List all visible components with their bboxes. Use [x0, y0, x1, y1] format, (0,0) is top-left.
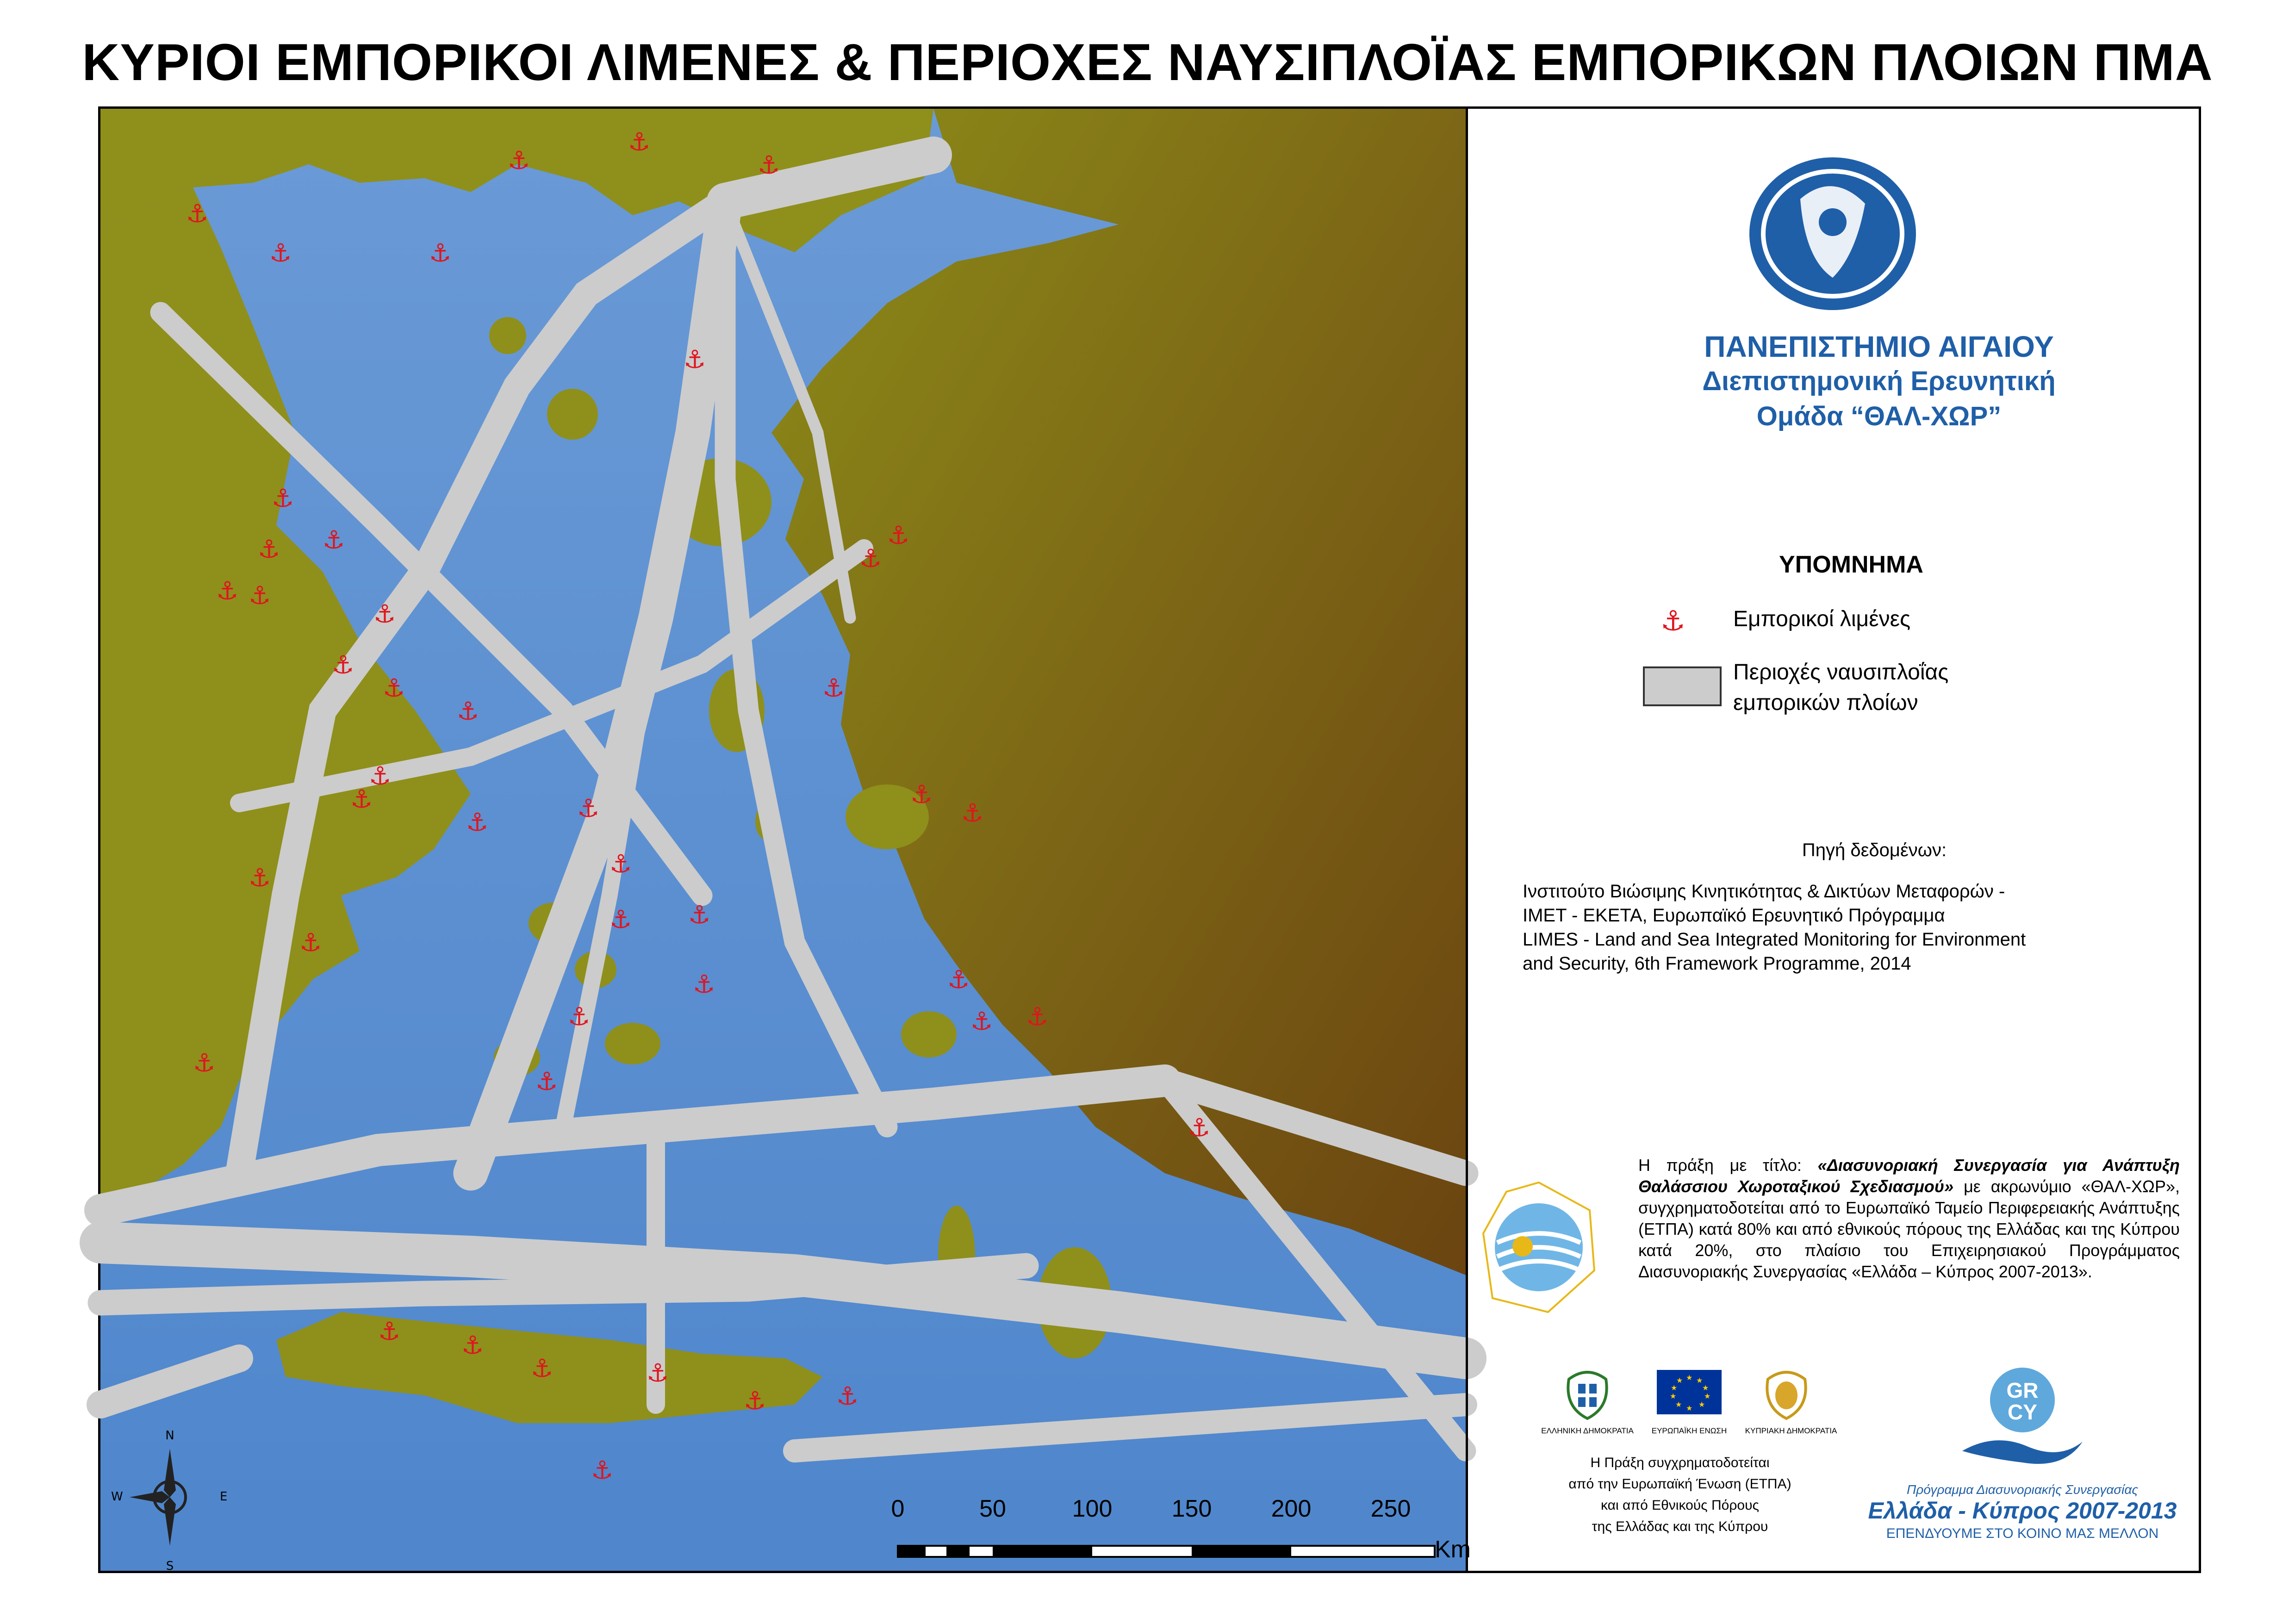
source-line: and Security, 6th Framework Programme, 2014 [1523, 953, 1911, 974]
port-anchor-icon[interactable]: ⚓ [332, 650, 355, 679]
programme-line-1: Πρόγραμμα Διασυνοριακής Συνεργασίας [1907, 1482, 2138, 1497]
scale-tick: 250 [1370, 1495, 1411, 1522]
port-anchor-icon[interactable]: ⚓ [378, 1317, 401, 1346]
port-anchor-icon[interactable]: ⚓ [508, 146, 530, 175]
compass-s: S [166, 1559, 174, 1573]
port-anchor-icon[interactable]: ⚓ [457, 697, 479, 726]
research-team-name: Ομάδα “ΘΑΛ-ΧΩΡ” [1756, 401, 2002, 431]
svg-text:GR: GR [2006, 1378, 2039, 1402]
scale-bar [879, 1493, 1471, 1563]
funding-line: Η Πράξη συγχρηματοδοτείται [1590, 1455, 1770, 1470]
svg-text:⚓: ⚓ [1661, 605, 1685, 637]
eu-label: ΕΥΡΩΠΑΪΚΗ ΕΝΩΣΗ [1651, 1426, 1727, 1435]
scale-bar-svg [879, 1493, 1471, 1563]
port-anchor-icon[interactable]: ⚓ [693, 970, 715, 999]
programme-line-2: Ελλάδα - Κύπρος 2007-2013 [1868, 1498, 2177, 1524]
funding-note [1541, 1452, 1819, 1537]
svg-text:★: ★ [1686, 1373, 1693, 1382]
compass-e: E [220, 1490, 228, 1504]
port-anchor-icon[interactable]: ⚓ [461, 1331, 484, 1360]
port-anchor-icon[interactable]: ⚓ [836, 1381, 859, 1411]
island-lemnos-small [489, 317, 526, 354]
legend-shipping-line-2: εμπορικών πλοίων [1733, 691, 1918, 715]
port-anchor-icon[interactable]: ⚓ [647, 1358, 669, 1388]
svg-text:★: ★ [1675, 1400, 1682, 1409]
port-anchor-icon[interactable]: ⚓ [577, 794, 600, 823]
svg-text:★: ★ [1671, 1383, 1678, 1392]
legend-shipping-label [1733, 657, 1948, 718]
svg-text:★: ★ [1670, 1392, 1677, 1400]
port-anchor-icon[interactable]: ⚓ [429, 238, 452, 268]
island-kos [901, 1011, 957, 1058]
programme-slogan: ΕΠΕΝΔΥΟΥΜΕ ΣΤΟ ΚΟΙΝΟ ΜΑΣ ΜΕΛΛΟΝ [1886, 1526, 2159, 1541]
university-name: ΠΑΝΕΠΙΣΤΗΜΙΟ ΑΙΓΑΙΟΥ [1704, 330, 2054, 363]
legend-shipping-line-1: Περιοχές ναυσιπλοΐας [1733, 660, 1949, 684]
map-canvas [100, 109, 1466, 1571]
source-title: Πηγή δεδομένων: [1802, 840, 1947, 860]
project-body: με ακρωνύμιο «ΘΑΛ-ΧΩΡ», συγχρηματοδοτείται από το Ευρωπαϊκό Ταμείο Περιφερειακής Ανάπτυξης (ΕΤΠΑ) κατά 80% και από εθνικούς πόρους της Ελλάδας και της Κύπρου κατά 20%, στο πλαίσιο του Επιχειρησιακού Προγράμματος Διασυνοριακής Συνεργασίας «Ελλάδα – Κύπρος 2007-2013». [1638, 1177, 2180, 1281]
port-anchor-icon[interactable]: ⚓ [1026, 1002, 1049, 1031]
project-prefix: Η πράξη με τίτλο: [1638, 1156, 1818, 1175]
port-anchor-icon[interactable]: ⚓ [910, 780, 933, 809]
project-name: «Διασυνοριακή Συνεργασία για Ανάπτυξη Θαλάσσιου Χωροταξικού Σχεδιασμού» [1638, 1156, 2180, 1196]
svg-text:★: ★ [1696, 1376, 1703, 1385]
island-lemnos [547, 389, 598, 440]
port-anchor-icon[interactable]: ⚓ [369, 761, 392, 790]
university-logo [1745, 153, 1921, 315]
port-anchor-icon[interactable]: ⚓ [970, 1007, 993, 1036]
svg-text:★: ★ [1686, 1404, 1693, 1412]
svg-text:★: ★ [1702, 1383, 1709, 1392]
scale-unit: Km [1435, 1536, 1471, 1563]
source-text [1523, 879, 2180, 976]
north-arrow [102, 1421, 228, 1574]
map-area[interactable] [100, 109, 1466, 1571]
eu-flag-icon [1657, 1370, 1722, 1414]
anchor-icon [1657, 602, 1689, 639]
island-cyclades-3 [605, 1023, 660, 1064]
port-anchor-icon[interactable]: ⚓ [466, 808, 489, 837]
scale-tick: 50 [979, 1495, 1006, 1522]
port-anchor-icon[interactable]: ⚓ [258, 535, 280, 564]
port-anchor-icon[interactable]: ⚓ [193, 1048, 216, 1077]
legend-ports-label: Εμπορικοί λιμένες [1733, 607, 1911, 631]
port-anchor-icon[interactable]: ⚓ [249, 581, 271, 610]
port-anchor-icon[interactable]: ⚓ [1188, 1113, 1211, 1142]
port-anchor-icon[interactable]: ⚓ [299, 928, 322, 957]
funding-line: από την Ευρωπαϊκή Ένωση (ΕΤΠΑ) [1568, 1476, 1791, 1492]
port-anchor-icon[interactable]: ⚓ [610, 905, 632, 934]
port-anchor-icon[interactable]: ⚓ [249, 863, 271, 892]
greek-emblem-icon [1564, 1370, 1611, 1421]
thal-chor-logo [1479, 1178, 1599, 1317]
cyprus-emblem-icon [1763, 1370, 1810, 1421]
port-anchor-icon[interactable]: ⚓ [947, 965, 970, 994]
svg-text:★: ★ [1704, 1392, 1711, 1400]
port-anchor-icon[interactable]: ⚓ [887, 521, 910, 550]
port-anchor-icon[interactable]: ⚓ [373, 599, 396, 628]
port-anchor-icon[interactable]: ⚓ [531, 1354, 554, 1383]
funding-line: και από Εθνικούς Πόρους [1601, 1498, 1759, 1513]
port-anchor-icon[interactable]: ⚓ [568, 1002, 591, 1031]
port-anchor-icon[interactable]: ⚓ [216, 576, 239, 605]
scale-tick: 200 [1271, 1495, 1312, 1522]
port-anchor-icon[interactable]: ⚓ [269, 238, 292, 268]
svg-text:★: ★ [1698, 1400, 1705, 1409]
port-anchor-icon[interactable]: ⚓ [684, 345, 706, 374]
legend-title: ΥΠΟΜΝΗΜΑ [1779, 551, 1923, 578]
port-anchor-icon[interactable]: ⚓ [272, 484, 294, 513]
source-line: Ινστιτούτο Βιώσιμης Κινητικότητας & Δικτύων Μεταφορών - [1523, 881, 2005, 902]
scale-tick: 0 [891, 1495, 905, 1522]
scale-tick: 150 [1171, 1495, 1212, 1522]
research-team-line: Διεπιστημονική Ερευνητική [1702, 366, 2056, 396]
source-line: ΙΜΕΤ - ΕΚΕΤΑ, Ευρωπαϊκό Ερευνητικό Πρόγραμμα [1523, 905, 1945, 926]
compass-w: W [111, 1490, 123, 1504]
port-anchor-icon[interactable]: ⚓ [383, 673, 405, 703]
port-anchor-icon[interactable]: ⚓ [350, 784, 373, 814]
port-anchor-icon[interactable]: ⚓ [688, 900, 711, 929]
compass-n: N [165, 1429, 174, 1443]
shipping-area-swatch [1643, 666, 1722, 706]
svg-text:★: ★ [1676, 1376, 1683, 1385]
port-anchor-icon[interactable]: ⚓ [610, 849, 632, 878]
port-anchor-icon[interactable]: ⚓ [591, 1456, 614, 1485]
project-description [1638, 1155, 2180, 1282]
port-anchor-icon[interactable]: ⚓ [758, 150, 780, 180]
port-anchor-icon[interactable]: ⚓ [961, 798, 984, 828]
port-anchor-icon[interactable]: ⚓ [744, 1386, 766, 1415]
scale-tick: 100 [1072, 1495, 1113, 1522]
port-anchor-icon[interactable]: ⚓ [535, 1067, 558, 1096]
port-anchor-icon[interactable]: ⚓ [859, 544, 882, 573]
grcy-programme-logo [1953, 1363, 2092, 1479]
funding-line: της Ελλάδας και της Κύπρου [1592, 1519, 1768, 1534]
port-anchor-icon[interactable]: ⚓ [323, 525, 345, 554]
port-anchor-icon[interactable]: ⚓ [822, 673, 845, 703]
source-line: LIMES - Land and Sea Integrated Monitoring for Environment [1523, 929, 2026, 950]
cyprus-label: ΚΥΠΡΙΑΚΗ ΔΗΜΟΚΡΑΤΙΑ [1745, 1426, 1837, 1435]
map-title: ΚΥΡΙΟΙ ΕΜΠΟΡΙΚΟΙ ΛΙΜΕΝΕΣ & ΠΕΡΙΟΧΕΣ ΝΑΥΣΙΠΛΟΪΑΣ ΕΜΠΟΡΙΚΩΝ ΠΛΟΙΩΝ ΠΜΑ [82, 33, 2213, 91]
greece-label: ΕΛΛΗΝΙΚΗ ΔΗΜΟΚΡΑΤΙΑ [1541, 1426, 1634, 1435]
port-anchor-icon[interactable]: ⚓ [186, 199, 209, 228]
port-anchor-icon[interactable]: ⚓ [628, 127, 651, 156]
svg-text:CY: CY [2008, 1400, 2037, 1424]
